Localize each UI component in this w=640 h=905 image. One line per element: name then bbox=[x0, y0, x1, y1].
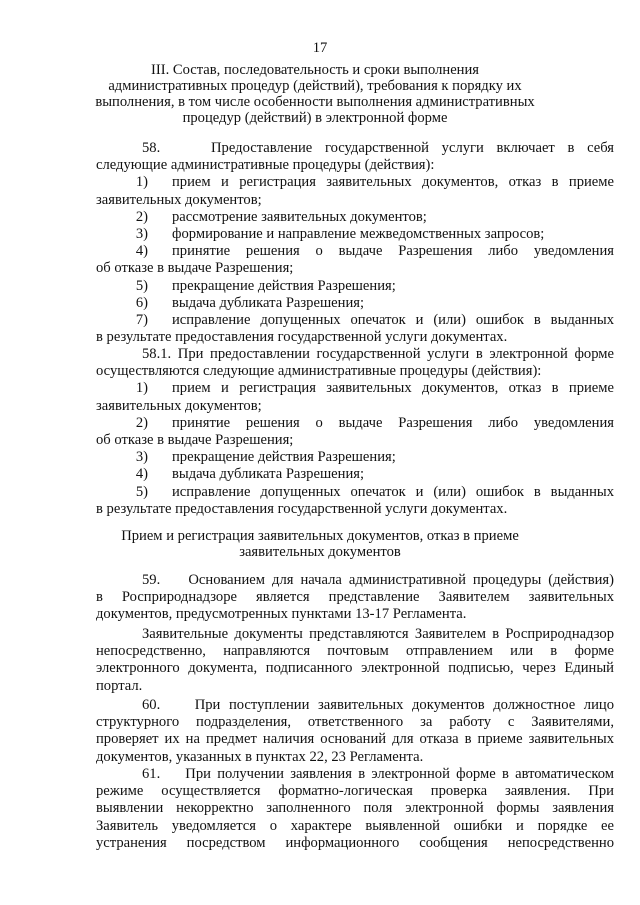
list-item-number: 5) bbox=[135, 483, 148, 500]
list-item-text: исправление допущенных опечаток и (или) ошибок в выданных bbox=[172, 312, 614, 329]
p59-line: в Росприроднадзоре является представление Заявителем заявительных bbox=[96, 589, 614, 606]
list-item-text: прекращение действия Разрешения; bbox=[172, 449, 396, 466]
list-item-text: прием и регистрация заявительных документов, отказ в приеме bbox=[172, 174, 614, 191]
list-item-continuation: об отказе в выдаче Разрешения; bbox=[96, 260, 294, 277]
p59-line: 59. Основанием для начала административной процедуры (действия) bbox=[142, 572, 614, 588]
list-item-number: 6) bbox=[135, 294, 148, 311]
p58-list bbox=[96, 174, 614, 346]
list-item-continuation: в результате предоставления государственной услуги документах. bbox=[96, 329, 508, 346]
list-item-text: исправление допущенных опечаток и (или) ошибок в выданных bbox=[172, 483, 614, 500]
list-item-text: принятие решения о выдаче Разрешения либо уведомления bbox=[172, 414, 614, 431]
list-item-number: 5) bbox=[135, 277, 148, 294]
list-item-number: 1) bbox=[135, 174, 148, 191]
list-item bbox=[96, 278, 614, 295]
paragraph-58-1 bbox=[96, 346, 614, 518]
paragraph-59 bbox=[96, 572, 614, 624]
list-item bbox=[96, 226, 614, 243]
list-item bbox=[96, 484, 614, 501]
paragraph-58 bbox=[96, 140, 614, 346]
p59b-line: непосредственно, направляются почтовым отправлением или в форме bbox=[96, 643, 614, 660]
page-number: 17 bbox=[312, 40, 328, 56]
section-heading: III. Состав, последовательность и сроки выполнения административных процедур (действий), требования к порядку их выполнения, в том числе особенности выполнения административных процедур (действий) в электронной форме bbox=[95, 62, 535, 126]
p60-line: проверяет их на предмет наличия оснований для отказа в приеме заявительных bbox=[96, 731, 614, 748]
p59b-line: портал. bbox=[96, 677, 143, 694]
list-item-text: прекращение действия Разрешения; bbox=[172, 277, 396, 294]
p58-line1: 58. Предоставление государственной услуги включает в себя bbox=[142, 140, 614, 156]
list-item bbox=[96, 380, 614, 397]
subsection-heading: Прием и регистрация заявительных документов, отказ в приеме заявительных документов bbox=[121, 528, 519, 560]
p60-line: документов, указанных в пунктах 22, 23 Регламента. bbox=[96, 748, 424, 765]
p59b-line: Заявительные документы представляются Заявителем в Росприроднадзор bbox=[142, 626, 614, 642]
list-item-number: 2) bbox=[135, 208, 148, 225]
list-item bbox=[96, 449, 614, 466]
p58-1-list bbox=[96, 380, 614, 518]
list-item-number: 3) bbox=[135, 226, 148, 243]
list-item-text: выдача дубликата Разрешения; bbox=[172, 466, 365, 483]
p61-line: режиме осуществляется форматно-логическая проверка заявления. При bbox=[96, 783, 614, 800]
list-item-number: 7) bbox=[135, 312, 148, 329]
list-item-text: прием и регистрация заявительных документов, отказ в приеме bbox=[172, 380, 614, 397]
p61-line: Заявитель уведомляется о характере выявленной ошибки и порядке ее bbox=[96, 817, 614, 834]
list-item-text: принятие решения о выдаче Разрешения либо уведомления bbox=[172, 243, 614, 260]
p61-line: выявлении некорректно заполненного поля электронной формы заявления bbox=[96, 800, 614, 817]
list-item-text: рассмотрение заявительных документов; bbox=[172, 208, 427, 225]
list-item bbox=[96, 415, 614, 432]
p59-line: документов, предусмотренных пунктами 13-17 Регламента. bbox=[96, 606, 467, 623]
list-item-continuation: заявительных документов; bbox=[96, 397, 262, 414]
list-item-text: выдача дубликата Разрешения; bbox=[172, 294, 365, 311]
list-item-continuation: об отказе в выдаче Разрешения; bbox=[96, 432, 294, 449]
list-item bbox=[96, 209, 614, 226]
p60-line: структурного подразделения, ответственного за работу с Заявителями, bbox=[96, 714, 614, 731]
p58-line2: следующие административные процедуры (действия): bbox=[96, 157, 435, 174]
p60-line: 60. При поступлении заявительных документов должностное лицо bbox=[142, 697, 614, 713]
list-item-continuation: заявительных документов; bbox=[96, 191, 262, 208]
paragraph-61 bbox=[96, 766, 614, 852]
p61-line: устранения посредством информационного сообщения непосредственно bbox=[96, 834, 614, 851]
list-item-text: формирование и направление межведомственных запросов; bbox=[172, 226, 545, 243]
list-item bbox=[96, 295, 614, 312]
list-item-continuation: в результате предоставления государственной услуги документах. bbox=[96, 500, 508, 517]
p61-line: 61. При получении заявления в электронной форме в автоматическом bbox=[142, 766, 614, 782]
list-item-number: 1) bbox=[135, 380, 148, 397]
list-item-number: 3) bbox=[135, 449, 148, 466]
p59b-line: электронного документа, подписанного электронной подписью, через Единый bbox=[96, 660, 614, 677]
list-item bbox=[96, 466, 614, 483]
list-item bbox=[96, 312, 614, 329]
list-item bbox=[96, 174, 614, 191]
list-item bbox=[96, 243, 614, 260]
p58-1-line2: осуществляются следующие административные процедуры (действия): bbox=[96, 363, 542, 380]
paragraph-59-cont bbox=[96, 626, 614, 695]
list-item-number: 2) bbox=[135, 414, 148, 431]
list-item-number: 4) bbox=[135, 243, 148, 260]
paragraph-60 bbox=[96, 697, 614, 766]
p58-1-line1: 58.1. При предоставлении государственной услуги в электронной форме bbox=[142, 346, 614, 362]
list-item-number: 4) bbox=[135, 466, 148, 483]
